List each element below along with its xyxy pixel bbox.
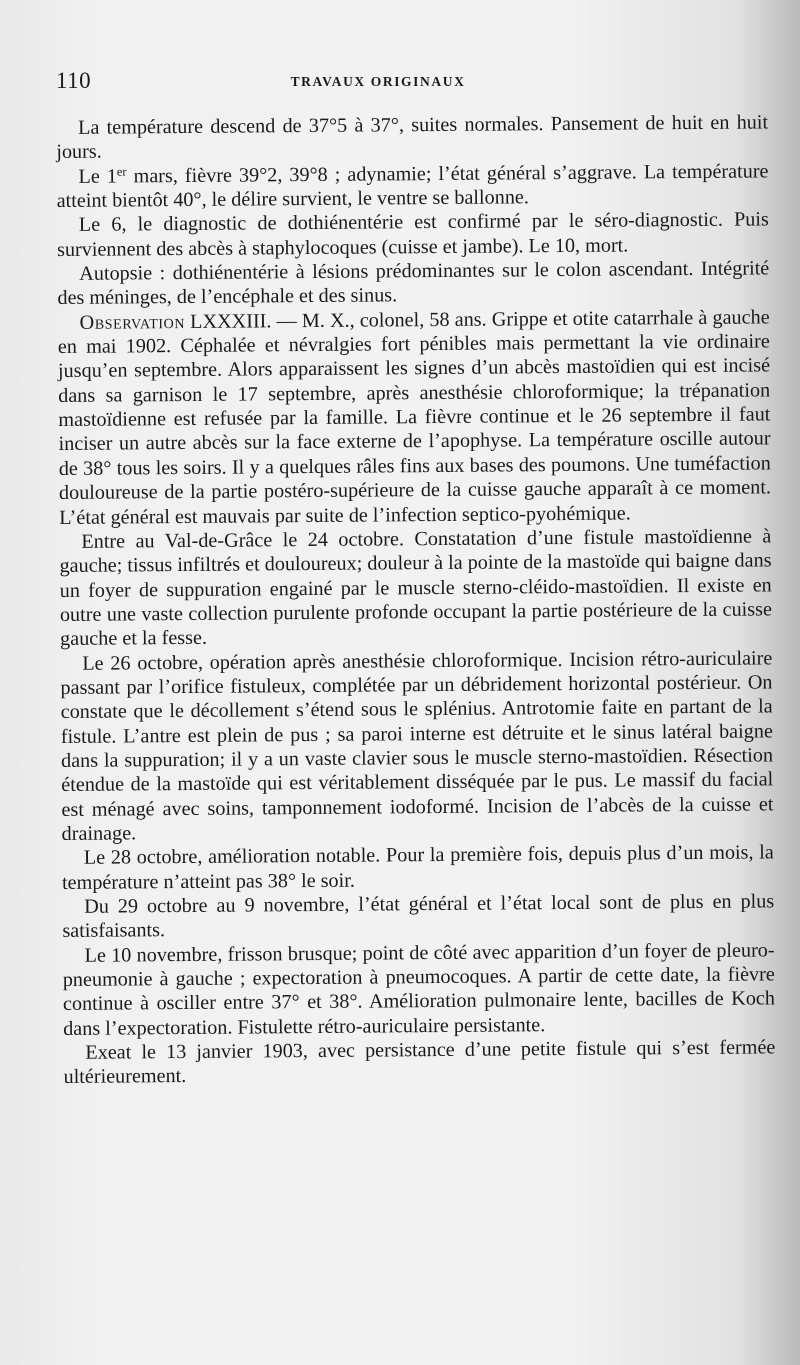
paragraph bbox=[56, 159, 768, 213]
paragraph: La température descend de 37°5 à 37°, suites normales. Pansement de huit en huit jours. bbox=[56, 111, 769, 164]
paragraph: Exeat le 13 janvier 1903, avec persistance d’une petite fistule qui s’est fermée ultérieurement. bbox=[63, 1036, 776, 1089]
page-header bbox=[56, 66, 760, 96]
running-title: TRAVAUX ORIGINAUX bbox=[290, 74, 466, 89]
text-span: LXXXIII. — M. X., colonel, 58 ans. Grippe et otite catarrhale à gauche en mai 1902. Céphalée et névralgies fort pénibles mais permettant la vie ordinaire jusqu’en septembre. Alors apparaissent les signes d’un abcès mastoïdien qui est incisé dans sa garnison le 17 septembre, après anesthésie chloroformique; la trépanation mastoïdienne est refusée par la famille. La fièvre continue et le 26 septembre il faut inciser un autre abcès sur la face externe de l’apophyse. La température oscille autour de 38° tous les soirs. Il y a quelques râles fins aux bases des poumons. Une tuméfaction douloureuse de la partie postéro-supérieure de la cuisse gauche apparaît à ce moment. L’état général est mauvais par suite de l’infection septico-pyohémique. bbox=[57, 306, 772, 529]
body-text bbox=[56, 110, 776, 1089]
paragraph: Autopsie : dothiénentérie à lésions prédominantes sur le colon ascendant. Intégrité des méninges, de l’encéphale et des sinus. bbox=[57, 257, 770, 310]
text-span: mars, fièvre 39°2, 39°8 ; adynamie; l’état général s’aggrave. La température atteint bientôt 40°, le délire survient, le ventre se ballonne. bbox=[56, 160, 769, 213]
paragraph: Du 29 octobre au 9 novembre, l’état général et l’état local sont de plus en plus satisfaisants. bbox=[62, 890, 775, 943]
observation-paragraph bbox=[58, 305, 772, 530]
paragraph: Le 10 novembre, frisson brusque; point de côté avec apparition d’un foyer de pleuro-pneumonie à gauche ; expectoration à pneumocoques. A partir de cette date, la fièvre continue à osciller entre 37° et 38°. Amélioration pulmonaire lente, bacilles de Koch dans l’expectoration. Fistulette rétro-auriculaire persistante. bbox=[62, 939, 776, 1040]
paragraph: Le 6, le diagnostic de dothiénentérie est confirmé par le séro-diagnostic. Puis surviennent des abcès à staphylocoques (cuisse et jambe). Le 10, mort. bbox=[56, 208, 769, 261]
page-number: 110 bbox=[56, 68, 92, 93]
paragraph: Le 28 octobre, amélioration notable. Pour la première fois, depuis plus d’un mois, la température n’atteint pas 38° le soir. bbox=[61, 841, 774, 894]
paragraph: Entre au Val-de-Grâce le 24 octobre. Constatation d’une fistule mastoïdienne à gauche; tissus infiltrés et douloureux; douleur à la pointe de la mastoïde qui baigne dans un foyer de suppuration engainé par le muscle sterno-cléido-mastoïdien. Il existe en outre une vaste collection purulente profonde occupant la partie postérieure de la cuisse gauche et la fesse. bbox=[59, 525, 772, 651]
text-span: Le 1 bbox=[78, 165, 117, 188]
observation-label: Observation bbox=[79, 310, 186, 334]
ordinal-superscript: er bbox=[116, 164, 127, 179]
paragraph: Le 26 octobre, opération après anesthésie chloroformique. Incision rétro-auriculaire passant par l’orifice fistuleux, complétée par un débridement horizontal postérieur. On constate que le décollement s’étend sous le splénius. Antrotomie faite en partant de la fistule. L’antre est plein de pus ; sa paroi interne est détruite et le sinus latéral baigne dans la suppuration; il y a un vaste clavier sous le muscle sterno-mastoïdien. Résection étendue de la mastoïde qui est véritablement disséquée par le pus. Le massif du facial est ménagé avec soins, tamponnement iodoformé. Incision de l’abcès de la cuisse et drainage. bbox=[60, 646, 774, 845]
